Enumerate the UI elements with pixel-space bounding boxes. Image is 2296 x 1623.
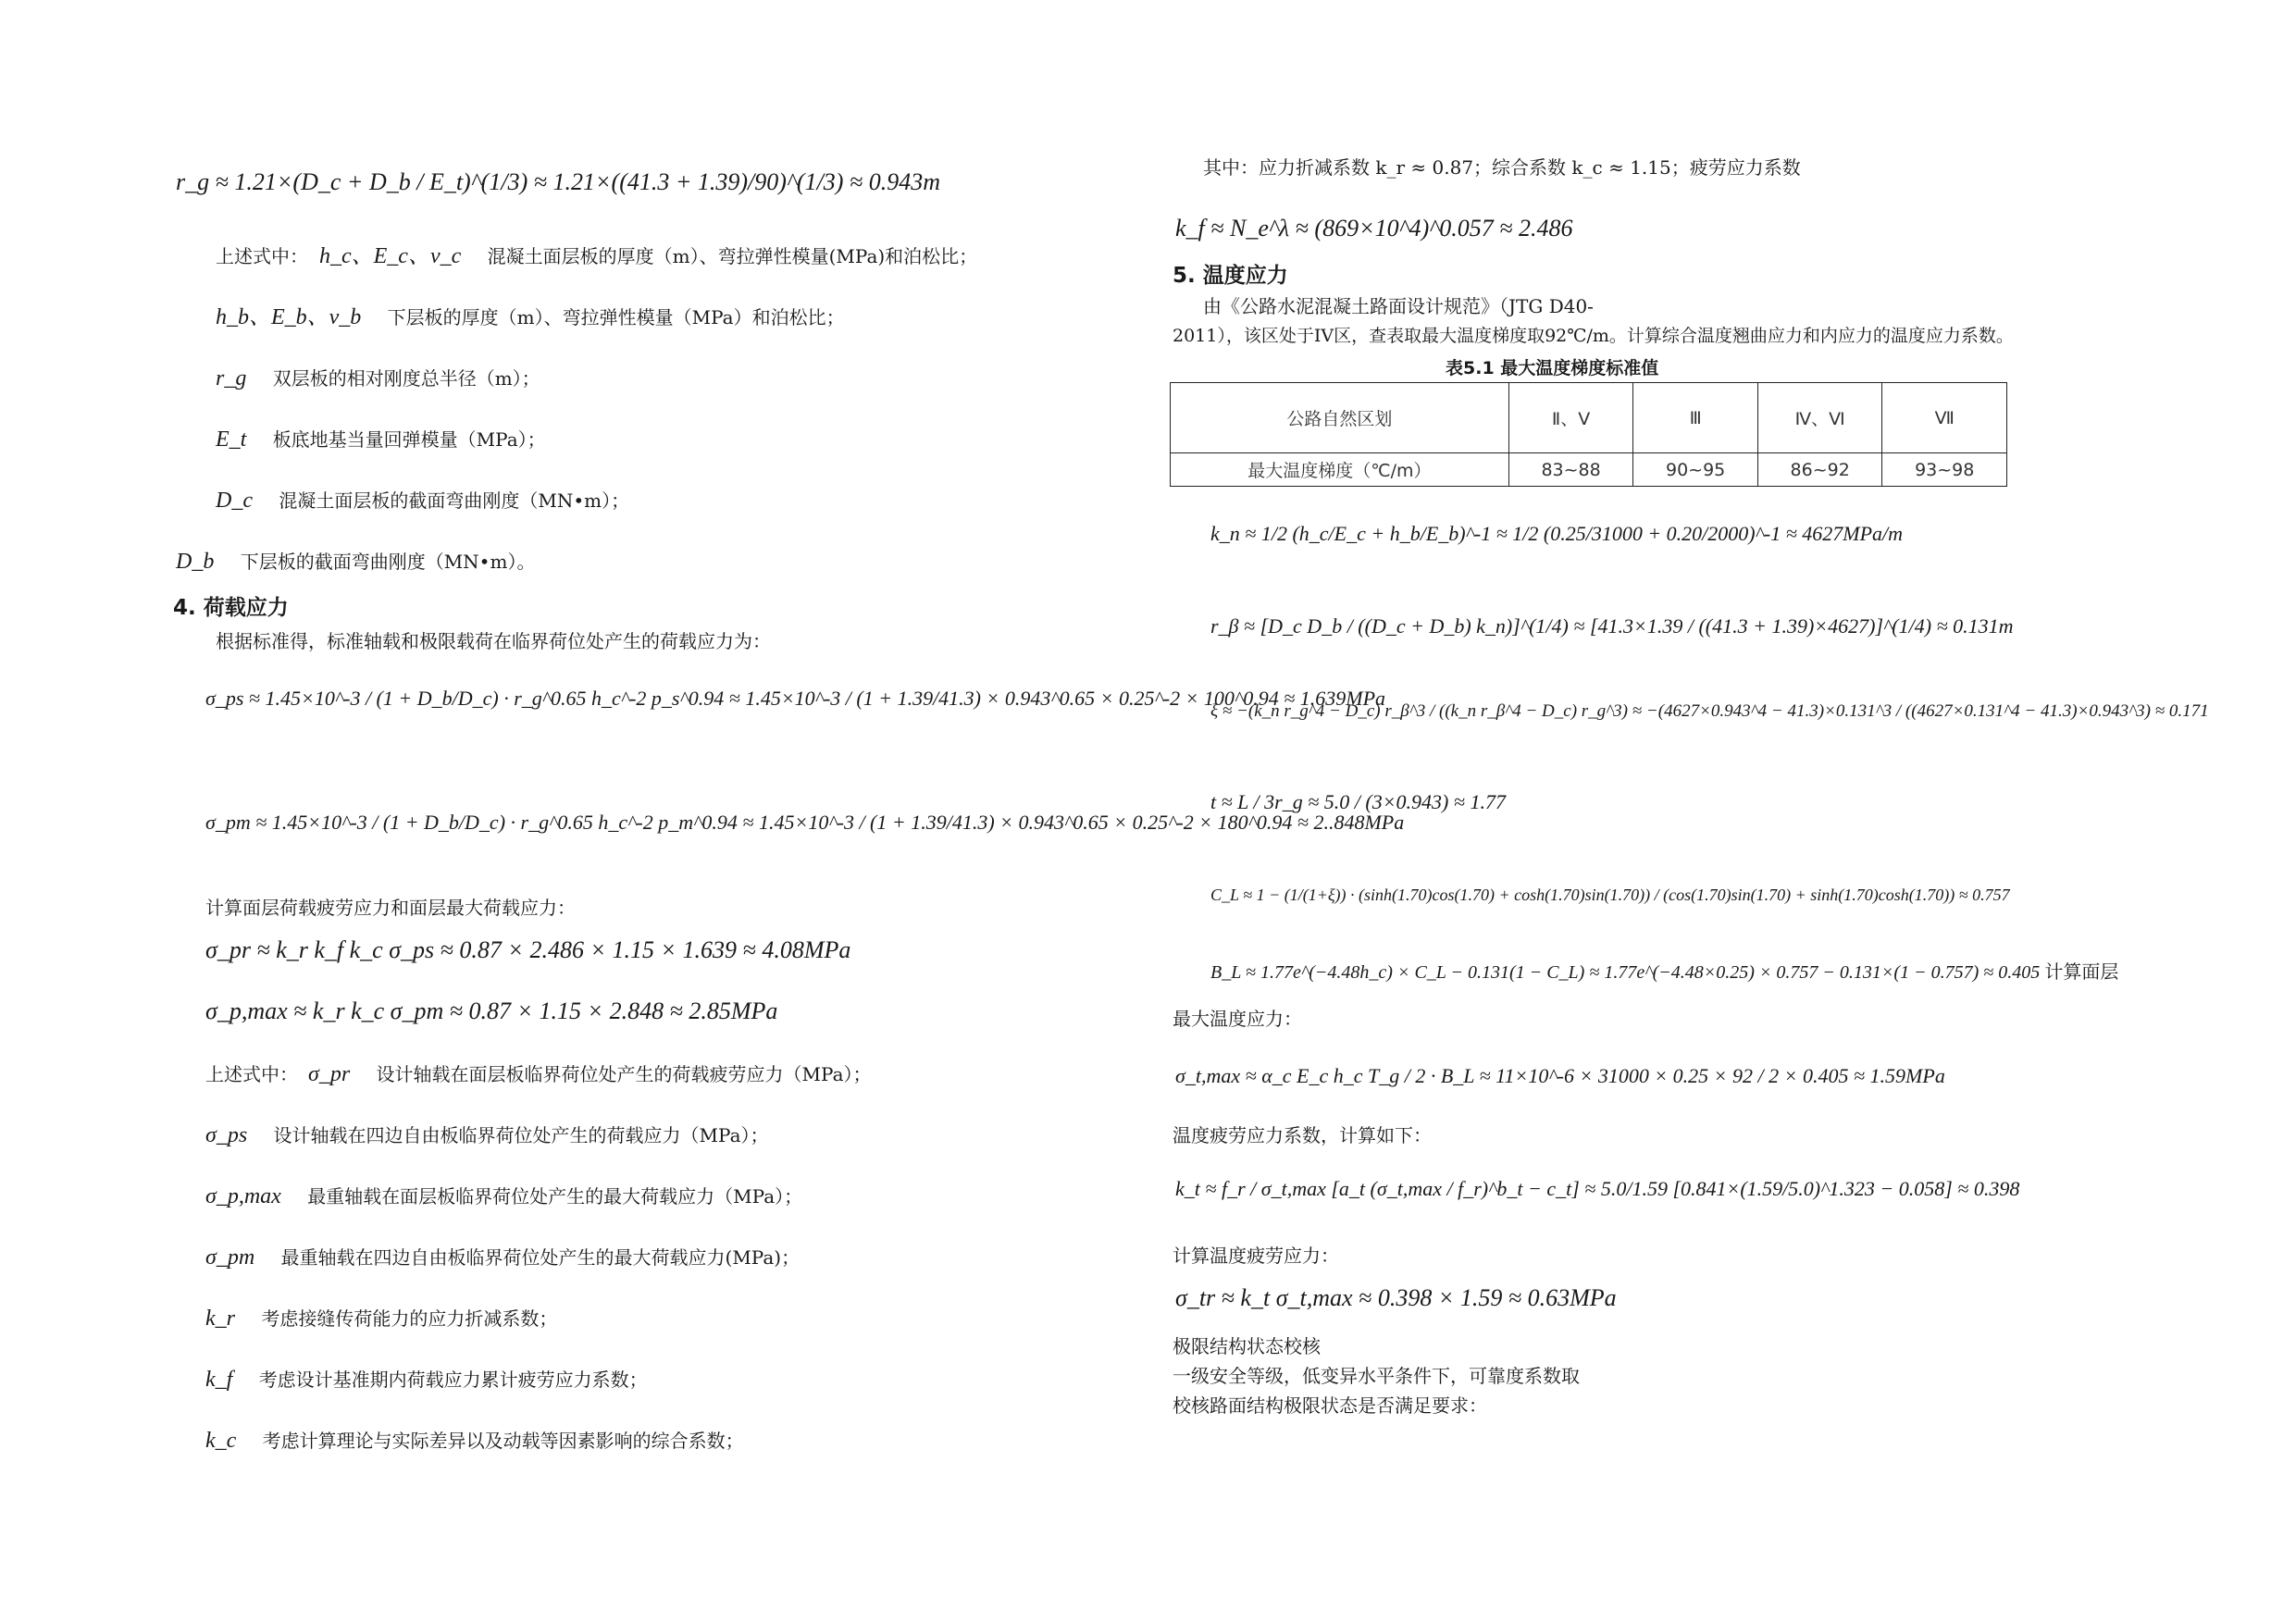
- table-header-cell: Ⅳ、Ⅵ: [1757, 383, 1882, 453]
- table-header-cell: 公路自然区划: [1171, 383, 1509, 453]
- equation-sigma-tr: σ_tr ≈ k_t σ_t,max ≈ 0.398 × 1.59 ≈ 0.63MPa: [1175, 1284, 1617, 1311]
- table-header-cell: Ⅶ: [1882, 383, 2007, 453]
- equation-sigma-ps: σ_ps ≈ 1.45×10^-3 / (1 + D_b/D_c) · r_g^0.65 h_c^-2 p_s^0.94 ≈ 1.45×10^-3 / (1 + 1.39/41.3) × 0.943^0.65 × 0.25^-2 × 100^0.94 ≈ 1.639MPa: [205, 687, 1386, 710]
- definition-symbol: h_c、E_c、v_c: [319, 244, 462, 268]
- equation-r-beta: r_β ≈ [D_c D_b / ((D_c + D_b) k_n)]^(1/4) ≈ [41.3×1.39 / ((41.3 + 1.39)×4627)]^(1/4) ≈ 0.131m: [1210, 614, 2014, 638]
- section-5-title: 5. 温度应力: [1173, 264, 1288, 288]
- section-5-paragraph-2: 2011），该区处于IV区，查表取最大温度梯度取92℃/m。计算综合温度翘曲应力和内应力的温度应力系数。: [1173, 326, 2014, 346]
- definition-row: [205, 1244, 800, 1271]
- definition-text: 设计轴载在面层板临界荷位处产生的荷载疲劳应力（MPa）；: [376, 1063, 872, 1085]
- fatigue-label: 温度疲劳应力系数，计算如下：: [1173, 1124, 1432, 1146]
- table-header-cell: Ⅱ、Ⅴ: [1508, 383, 1633, 453]
- definition-text: 最重轴载在面层板临界荷位处产生的最大荷载应力（MPa）；: [307, 1185, 803, 1208]
- definition-text: 双层板的相对刚度总半径（m）；: [272, 367, 540, 390]
- table-cell: 83~88: [1508, 453, 1633, 487]
- equation-sigma-pr: σ_pr ≈ k_r k_f k_c σ_ps ≈ 0.87 × 2.486 × 1.15 × 1.639 ≈ 4.08MPa: [205, 936, 851, 963]
- table-cell: 90~95: [1633, 453, 1758, 487]
- definition-symbol: k_c: [205, 1429, 237, 1453]
- definition-row: [205, 1427, 744, 1455]
- equation-sigma-tmax: σ_t,max ≈ α_c E_c h_c T_g / 2 · B_L ≈ 11×10^-6 × 31000 × 0.25 × 92 / 2 × 0.405 ≈ 1.59MPa: [1175, 1064, 1945, 1087]
- equation-xi: ξ ≈ −(k_n r_g^4 − D_c) r_β^3 / ((k_n r_β^4 − D_c) r_g^3) ≈ −(4627×0.943^4 − 41.3)×0.131^3 / ((4627×0.131^4 − 41.3)×0.943^3) ≈ 0.171: [1210, 701, 2209, 721]
- definition-row: [205, 1305, 557, 1332]
- definition-text: 下层板的厚度（m）、弯拉弹性模量（MPa）和泊松比；: [387, 306, 845, 328]
- definition-text: 考虑计算理论与实际差异以及动载等因素影响的综合系数；: [262, 1430, 744, 1452]
- equation-sigma-pmax: σ_p,max ≈ k_r k_c σ_pm ≈ 0.87 × 1.15 × 2.848 ≈ 2.85MPa: [205, 997, 778, 1024]
- definition-symbol: k_r: [205, 1307, 235, 1331]
- table-cell: 86~92: [1757, 453, 1882, 487]
- table-header-cell: Ⅲ: [1633, 383, 1758, 453]
- temperature-gradient-table: [1170, 382, 2007, 487]
- definition-text: 考虑设计基准期内荷载应力累计疲劳应力系数；: [258, 1369, 648, 1391]
- definition-text: 设计轴载在四边自由板临界荷位处产生的荷载应力（MPa）；: [273, 1124, 769, 1146]
- definition-row: [308, 1060, 872, 1088]
- definition-symbol: σ_ps: [205, 1123, 248, 1147]
- equation-kt: k_t ≈ f_r / σ_t,max [a_t (σ_t,max / f_r)^b_t − c_t] ≈ 5.0/1.59 [0.841×(1.59/5.0)^1.323 − 0.058] ≈ 0.398: [1175, 1177, 2020, 1200]
- table-header-row: [1171, 383, 2007, 453]
- definitions2-intro: [205, 1060, 298, 1088]
- coefficient-text: 其中：应力折减系数 k_r ≈ 0.87；综合系数 k_c ≈ 1.15；疲劳应力系数: [1203, 156, 1801, 179]
- definition-symbol: σ_pm: [205, 1245, 255, 1270]
- definitions-intro: [216, 242, 308, 270]
- definition-symbol: r_g: [216, 366, 247, 390]
- table-cell: 93~98: [1882, 453, 2007, 487]
- definition-text: 板底地基当量回弹模量（MPa）；: [272, 428, 546, 451]
- equation-rg: r_g ≈ 1.21×(D_c + D_b / E_t)^(1/3) ≈ 1.21×((41.3 + 1.39)/90)^(1/3) ≈ 0.943m: [176, 168, 940, 195]
- equation-sigma-pm: σ_pm ≈ 1.45×10^-3 / (1 + D_b/D_c) · r_g^0.65 h_c^-2 p_m^0.94 ≈ 1.45×10^-3 / (1 + 1.39/41.3) × 0.943^0.65 × 0.25^-2 × 180^0.94 ≈ 2..848MPa: [205, 811, 1405, 834]
- definition-symbol: k_f: [205, 1368, 233, 1392]
- definition-symbol: D_c: [216, 489, 253, 513]
- definition-row: [216, 487, 629, 514]
- max-temp-label: 最大温度应力：: [1173, 1008, 1302, 1030]
- definition-symbol: σ_pr: [308, 1062, 351, 1086]
- definition-row: [319, 242, 977, 270]
- table-cell: 最大温度梯度（℃/m）: [1171, 453, 1509, 487]
- definition-symbol: σ_p,max: [205, 1184, 281, 1208]
- definition-text: 混凝土面层板的截面弯曲刚度（MN•m）；: [279, 489, 630, 512]
- definition-symbol: E_t: [216, 427, 247, 452]
- limit-title: 极限结构状态校核: [1173, 1335, 1321, 1357]
- section-4-intro: 根据标准得，标准轴载和极限载荷在临界荷位处产生的荷载应力为：: [216, 630, 771, 652]
- equation-t: t ≈ L / 3r_g ≈ 5.0 / (3×0.943) ≈ 1.77: [1210, 790, 1506, 813]
- equation-kf: k_f ≈ N_e^λ ≈ (869×10^4)^0.057 ≈ 2.486: [1175, 215, 1573, 242]
- limit-paragraph-2: 校核路面结构极限状态是否满足要求：: [1173, 1394, 1487, 1417]
- definition-symbol: D_b: [176, 550, 215, 574]
- section-5-paragraph-1: 由《公路水泥混凝土路面设计规范》（JTG D40-: [1203, 295, 1594, 317]
- definition-text: 混凝土面层板的厚度（m）、弯拉弹性模量(MPa)和泊松比；: [487, 245, 978, 267]
- definition-symbol: h_b、E_b、v_b: [216, 305, 362, 329]
- definition-text: 最重轴载在四边自由板临界荷位处产生的最大荷载应力(MPa)；: [280, 1246, 800, 1269]
- equation-cl: C_L ≈ 1 − (1/(1+ξ)) · (sinh(1.70)cos(1.70) + cosh(1.70)sin(1.70)) / (cos(1.70)sin(1.70) + sinh(1.70)cosh(1.70)) ≈ 0.757: [1210, 886, 2010, 904]
- definitions-intro-label: 上述式中：: [216, 245, 308, 267]
- equation-kn: k_n ≈ 1/2 (h_c/E_c + h_b/E_b)^-1 ≈ 1/2 (0.25/31000 + 0.20/2000)^-1 ≈ 4627MPa/m: [1210, 522, 1904, 545]
- equation-bl: B_L ≈ 1.77e^(−4.48h_c) × C_L − 0.131(1 − C_L) ≈ 1.77e^(−4.48×0.25) × 0.757 − 0.131×(1 − 0.757) ≈ 0.405: [1210, 962, 2041, 983]
- calc-fatigue-label: 计算温度疲劳应力：: [1173, 1245, 1339, 1267]
- right-column: [1148, 0, 2296, 1623]
- definition-row: [205, 1121, 769, 1149]
- definition-row: [176, 548, 535, 576]
- limit-paragraph-1: 一级安全等级，低变异水平条件下，可靠度系数取: [1173, 1365, 1580, 1387]
- definition-row: [216, 304, 845, 331]
- definition-text: 考虑接缝传荷能力的应力折减系数；: [261, 1307, 558, 1330]
- section-4-title: 4. 荷载应力: [173, 596, 289, 620]
- equation-bl-line: [1210, 957, 2118, 988]
- definition-row: [205, 1366, 648, 1394]
- definition-text: 下层板的截面弯曲刚度（MN•m）。: [240, 551, 536, 573]
- definition-row: [216, 365, 540, 392]
- definition-row: [216, 426, 546, 453]
- calc-intro: 计算面层荷载疲劳应力和面层最大荷载应力：: [205, 897, 576, 919]
- table-caption: 表5.1 最大温度梯度标准值: [1446, 358, 1659, 378]
- equation-bl-tail: 计算面层: [2044, 960, 2119, 983]
- definitions2-intro-label: 上述式中：: [205, 1063, 298, 1085]
- table-row: [1171, 453, 2007, 487]
- definition-row: [205, 1183, 802, 1210]
